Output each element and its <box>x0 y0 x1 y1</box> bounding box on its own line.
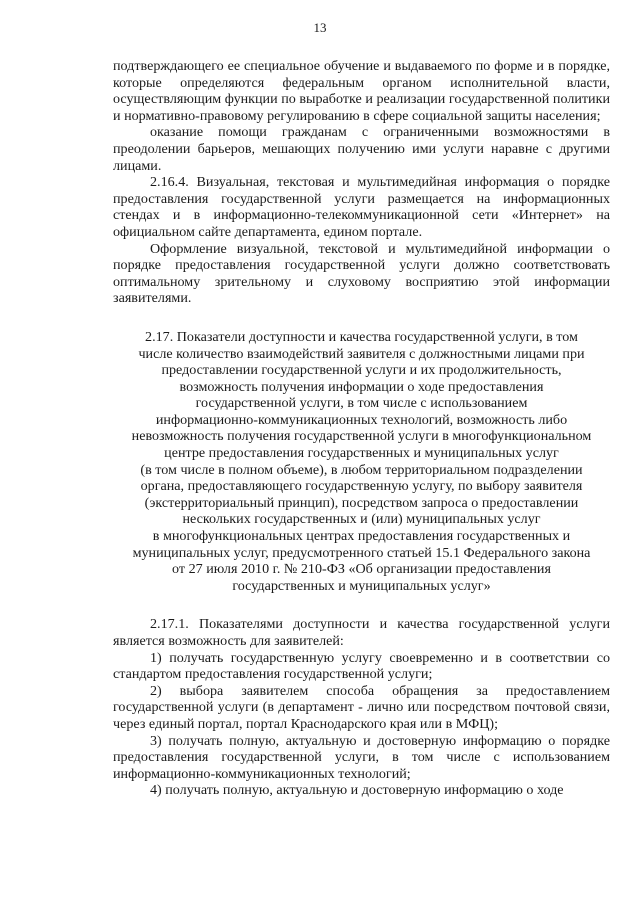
heading-line: государственных и муниципальных услуг» <box>232 577 491 594</box>
paragraph-design: Оформление визуальной, текстовой и мультимедийной информации о порядке предоставления государственной услуги должно соответствовать оптимальному зрительному и слуховому восприятию этой информации заявителями. <box>113 240 610 307</box>
heading-line: информационно-коммуникационных технологий, возможность либо <box>155 411 568 428</box>
heading-line: от 27 июля 2010 г. № 210-ФЗ «Об организации предоставления <box>172 561 551 578</box>
heading-line: в многофункциональных центрах предоставления государственных и <box>152 528 571 545</box>
paragraph-continuation: подтверждающего ее специальное обучение и выдаваемого по форме и в порядке, которые определяются федеральным органом исполнительной власти, осуществляющим функции по выработке и реализации государственной политики и нормативно-правовому регулированию в сфере социальной защиты населения; <box>113 58 610 124</box>
heading-line: нескольких государственных и (или) муниципальных услуг <box>182 511 541 528</box>
heading-line: 2.17. Показатели доступности и качества государственной услуги, в том <box>145 328 578 345</box>
list-item-3: 3) получать полную, актуальную и достоверную информацию о порядке предоставления государственной услуги, в том числе с использованием информационно-коммуникационных технологий; <box>113 732 610 782</box>
heading-line: невозможность получения государственной услуги в многофункциональном <box>131 428 592 445</box>
heading-line: центре предоставления государственных и муниципальных услуг <box>164 445 559 462</box>
heading-line: (экстерриториальный принцип), посредством запроса о предоставлении <box>144 494 579 511</box>
heading-line: муниципальных услуг, предусмотренного статьей 15.1 Федерального закона <box>132 544 591 561</box>
paragraph-assistance: оказание помощи гражданам с ограниченными возможностями в преодолении барьеров, мешающих получению ими услуги наравне с другими лицами. <box>113 124 610 174</box>
heading-line: возможность получения информации о ходе предоставления <box>179 378 544 395</box>
heading-line: предоставлении государственной услуги и их продолжительность, <box>161 362 562 379</box>
page-number: 13 <box>313 20 327 35</box>
list-item-4: 4) получать полную, актуальную и достоверную информацию о ходе <box>150 782 564 799</box>
list-item-1: 1) получать государственную услугу своевременно и в соответствии со стандартом предоставления государственной услуги; <box>113 649 610 683</box>
heading-line: государственной услуги, в том числе с использованием <box>195 395 528 412</box>
heading-line: числе количество взаимодействий заявителя с должностными лицами при <box>138 345 585 362</box>
heading-line: (в том числе в полном объеме), в любом территориальном подразделении <box>140 461 583 478</box>
section-heading-2-17 <box>113 329 610 595</box>
document-body <box>113 58 610 799</box>
paragraph-2-16-4: 2.16.4. Визуальная, текстовая и мультимедийная информация о порядке предоставления государственной услуги размещается на информационных стендах и в информационно-телекоммуникационной сети «Интернет» на официальном сайте департамента, едином портале. <box>113 174 610 240</box>
list-item-2: 2) выбора заявителем способа обращения за предоставлением государственной услуги (в департамент - лично или посредством почтовой связи, через единый портал, портал Краснодарского края или в МФЦ); <box>113 682 610 732</box>
heading-line: органа, предоставляющего государственную услугу, по выбору заявителя <box>140 478 583 495</box>
paragraph-2-17-1: 2.17.1. Показателями доступности и качества государственной услуги является возможность для заявителей: <box>113 616 610 649</box>
